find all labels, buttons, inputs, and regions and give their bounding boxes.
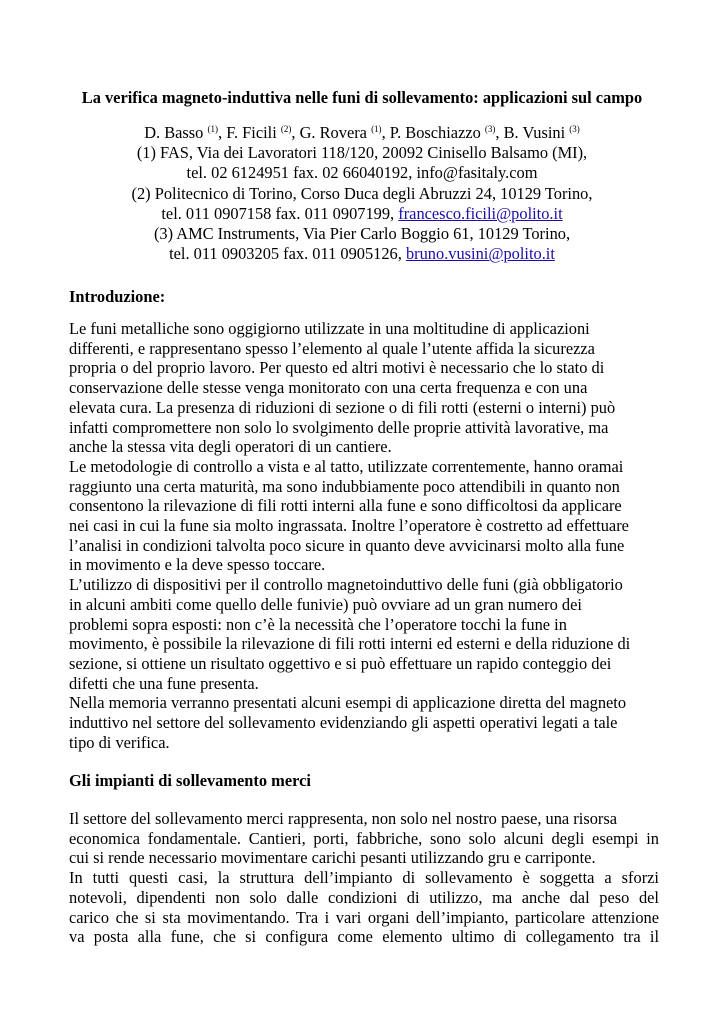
affiliation-marker: (1) — [371, 124, 382, 134]
affiliation-line — [0, 184, 724, 204]
text-line: induttivo nel settore del sollevamento evidenziando gli aspetti operativi legati a tale — [69, 713, 618, 733]
document-title: La verifica magneto-induttiva nelle funi di sollevamento: applicazioni sul campo — [81, 88, 643, 107]
author-name: D. Basso — [144, 123, 208, 142]
text-line: In tutti questi casi, la struttura dell’impianto di sollevamento è soggetta a sforzi — [69, 868, 659, 888]
affiliation-text: tel. 011 0907158 fax. 011 0907199, — [161, 203, 399, 223]
author-name: B. Vusini — [503, 123, 570, 142]
text-line: infatti compromettere non solo lo svolgimento delle proprie attività lavorative, ma — [69, 417, 609, 437]
affiliation-line — [0, 163, 724, 183]
author-list: D. Basso $^{(1)}$, F. Ficili $^{(2)}$, G. Rovera $^{(1)}$, P. Boschiazzo $^{(3)}$, B. Vusini $^{(3)}$ — [144, 123, 580, 142]
email-link[interactable]: bruno.vusini@polito.it — [405, 244, 555, 264]
affiliation-marker: (3) — [569, 124, 580, 134]
text-line: tipo di verifica. — [69, 732, 170, 752]
affiliation-marker: (1) — [207, 124, 218, 134]
text-line: carico che si sta movimentando. Tra i vari organi dell’impianto, particolare attenzione — [69, 907, 659, 927]
text-line: notevoli, dipendenti non solo dalle condizioni di utilizzo, ma anche dal peso del — [69, 887, 659, 907]
text-line: nei casi in cui la fune sia molto ingrassata. Inoltre l’operatore è costretto ad effettuare — [69, 516, 629, 536]
intro-paragraph — [69, 319, 659, 752]
affiliation-line — [0, 143, 724, 163]
author-name: G. Rovera — [299, 123, 372, 142]
text-line: elevata cura. La presenza di riduzioni di sezione o di fili rotti (esterni o interni) può — [69, 397, 616, 417]
affiliation-line — [0, 204, 724, 224]
text-line: raggiunto una certa maturità, ma sono indubbiamente poco attendibili in quanto non — [69, 476, 620, 496]
text-line: sezione, si ottiene un risultato oggettivo e si può effettuare un rapido conteggio dei — [69, 653, 612, 673]
text-line: Nella memoria verranno presentati alcuni esempi di applicazione diretta del magneto — [69, 693, 627, 713]
author-block — [0, 123, 724, 264]
author-name: F. Ficili — [226, 123, 281, 142]
text-line: movimento, è possibile la rilevazione di fili rotti interni ed esterni e della riduzione di — [69, 634, 631, 654]
email-link[interactable]: francesco.ficili@polito.it — [398, 203, 563, 223]
text-line: l’analisi in condizioni talvolta poco sicure in quanto deve avvicinarsi molto alla fune — [69, 535, 625, 555]
text-line: conservazione delle stesse venga monitorato con una certa frequenza e con una — [69, 378, 588, 398]
affiliation-text: tel. 011 0903205 fax. 011 0905126, — [169, 244, 406, 264]
impianti-paragraph — [69, 809, 659, 947]
text-line: Le funi metalliche sono oggigiorno utilizzate in una moltitudine di applicazioni — [69, 319, 590, 338]
text-line: consentono la rilevazione di fili rotti interni alla fune e sono difficoltosi da applicare — [69, 496, 622, 516]
author-name: P. Boschiazzo — [389, 123, 485, 142]
affiliation-text: tel. 02 6124951 fax. 02 66040192, info@fasitaly.com — [186, 163, 538, 183]
text-line: in movimento e la deve spesso toccare. — [69, 555, 326, 575]
text-line: Il settore del sollevamento merci rappresenta, non solo nel nostro paese, una risorsa — [69, 809, 618, 828]
affiliation-text: (1) FAS, Via dei Lavoratori 118/120, 20092 Cinisello Balsamo (MI), — [136, 143, 588, 163]
text-line: va posta alla fune, che si configura come elemento ultimo di collegamento tra il — [69, 927, 659, 947]
text-line: problemi sopra esposti: non c’è la necessità che l’operatore tocchi la fune in — [69, 614, 567, 634]
affiliation-text: (2) Politecnico di Torino, Corso Duca degli Abruzzi 24, 10129 Torino, — [131, 183, 593, 203]
section-heading-impianti: Gli impianti di sollevamento merci — [69, 771, 311, 790]
section-heading-introduzione: Introduzione: — [69, 287, 166, 306]
text-line: economica fondamentale. Cantieri, porti, fabbriche, sono solo alcuni degli esempi in — [69, 828, 659, 848]
text-line: differenti, e rappresentano spesso l’elemento al quale l’utente affida la sicurezza — [69, 338, 595, 358]
text-line: in alcuni ambiti come quello delle funivie) può ovviare ad un gran numero dei — [69, 594, 582, 614]
text-line: Le metodologie di controllo a vista e al tatto, utilizzate correntemente, hanno oramai — [69, 456, 624, 476]
text-line: cui si rende necessario movimentare carichi pesanti utilizzando gru e carriponte. — [69, 848, 596, 868]
affiliation-list — [0, 143, 724, 264]
affiliation-text: (3) AMC Instruments, Via Pier Carlo Boggio 61, 10129 Torino, — [153, 224, 571, 244]
text-line: propria o del proprio lavoro. Per questo ed altri motivi è necessario che lo stato di — [69, 358, 605, 378]
affiliation-marker: (3) — [484, 124, 496, 134]
affiliation-marker: (2) — [280, 124, 292, 134]
affiliation-line — [0, 244, 724, 264]
text-line: anche la stessa vita degli operatori di un cantiere. — [69, 437, 392, 457]
text-line: L’utilizzo di dispositivi per il controllo magnetoinduttivo delle funi (già obbligatorio — [69, 575, 623, 595]
text-line: difetti che una fune presenta. — [69, 673, 259, 693]
affiliation-line — [0, 224, 724, 244]
